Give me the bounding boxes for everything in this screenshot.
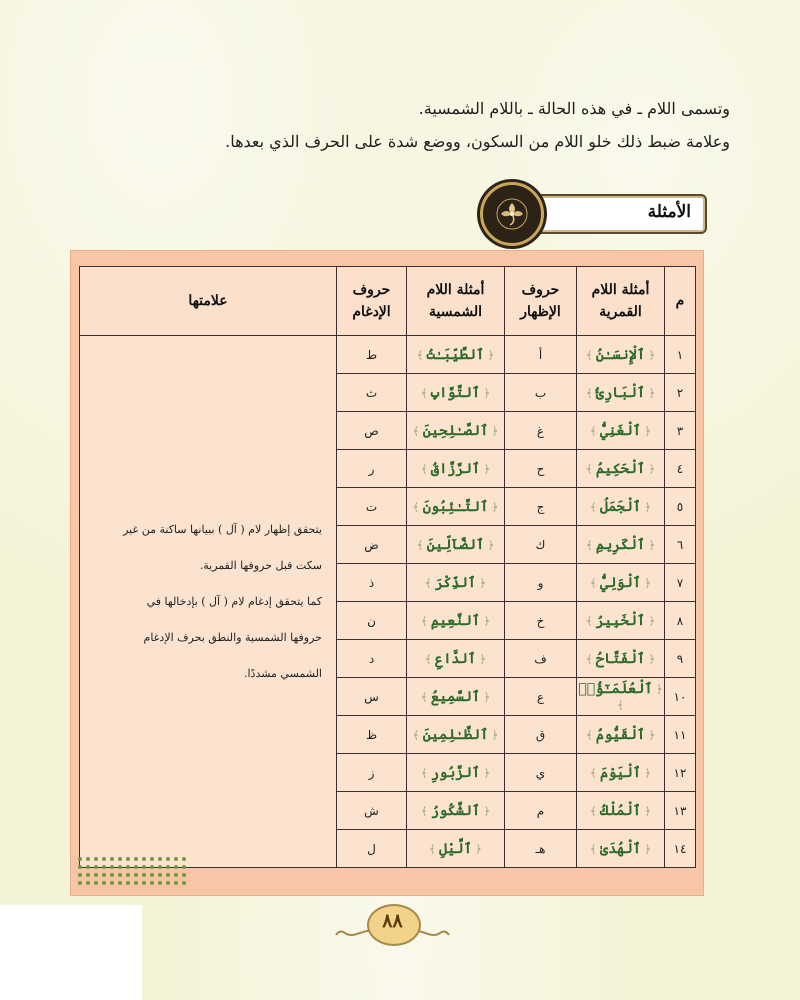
idgham-letter: ظ [337, 716, 407, 754]
qamari-word: ﴿ ٱلْقَيُّومُ ﴾ [577, 716, 665, 754]
header-num: م [665, 267, 696, 336]
intro-line-1: وتسمى اللام ـ في هذه الحالة ـ باللام الشمسية. [418, 99, 730, 118]
qamari-word: ﴿ ٱلْخَبِيرُ ﴾ [577, 602, 665, 640]
table-header-row [80, 267, 696, 336]
dots-ornament-icon [74, 853, 194, 891]
note-line: كما يتحقق إدغام لام ( آل ) بإدخالها في [146, 594, 322, 608]
idgham-letter: ذ [337, 564, 407, 602]
izhar-letter: خ [505, 602, 577, 640]
header-izhar-letters: حروف الإظهار [505, 267, 577, 336]
idgham-letter: ط [337, 336, 407, 374]
izhar-letter: أ [505, 336, 577, 374]
idgham-letter: س [337, 678, 407, 716]
izhar-letter: ق [505, 716, 577, 754]
qamari-word: ﴿ ٱلْوَلِيُّ ﴾ [577, 564, 665, 602]
idgham-letter: ر [337, 450, 407, 488]
idgham-letter: ن [337, 602, 407, 640]
shamsi-word: ﴿ ٱلصَّـٰلِحِينَ ﴾ [407, 412, 505, 450]
row-num: ٥ [665, 488, 696, 526]
row-num: ٦ [665, 526, 696, 564]
idgham-letter: ش [337, 792, 407, 830]
shamsi-word: ﴿ ٱلرَّزَّاقُ ﴾ [407, 450, 505, 488]
blank-corner [0, 905, 142, 1000]
shamsi-word: ﴿ ٱلتَّوَّابِ ﴾ [407, 374, 505, 412]
shamsi-word: ﴿ ٱلدَّاعِ ﴾ [407, 640, 505, 678]
shamsi-word: ﴿ ٱلضَّآلِّينَ ﴾ [407, 526, 505, 564]
section-title: الأمثلة [647, 202, 691, 222]
shamsi-word: ﴿ ٱلزَّبُورِ ﴾ [407, 754, 505, 792]
qamari-word: ﴿ ٱلْبَارِئُ ﴾ [577, 374, 665, 412]
shamsi-word: ﴿ ٱلسَّمِيعُ ﴾ [407, 678, 505, 716]
note-line: حروفها الشمسية والنطق بحرف الإدغام [143, 630, 322, 644]
page-number-ornament-icon [335, 898, 450, 958]
izhar-letter: و [505, 564, 577, 602]
qamari-word: ﴿ ٱلْجَمَلُ ﴾ [577, 488, 665, 526]
qamari-word: ﴿ ٱلْفَتَّاحُ ﴾ [577, 640, 665, 678]
qamari-word: ﴿ ٱلْعُلَمَـٰٓؤُا۟ ﴾ [577, 678, 665, 716]
row-num: ١ [665, 336, 696, 374]
header-idgham-letters: حروف الإدغام [337, 267, 407, 336]
examples-panel [70, 250, 704, 896]
shamsi-word: ﴿ ٱلتَّـٰئِبُونَ ﴾ [407, 488, 505, 526]
izhar-letter: ي [505, 754, 577, 792]
izhar-letter: ف [505, 640, 577, 678]
header-shamsi-examples: أمثلة اللام الشمسية [407, 267, 505, 336]
qamari-word: ﴿ ٱلْإِنسَـٰنُ ﴾ [577, 336, 665, 374]
note-line: الشمسي مشددًا. [244, 666, 322, 680]
shamsi-word: ﴿ ٱلذِّكْرَ ﴾ [407, 564, 505, 602]
izhar-letter: غ [505, 412, 577, 450]
row-num: ٣ [665, 412, 696, 450]
row-num: ١١ [665, 716, 696, 754]
izhar-letter: ب [505, 374, 577, 412]
izhar-letter: ع [505, 678, 577, 716]
header-notes: علامتها [80, 267, 337, 336]
shamsi-word: ﴿ ٱلشَّكُورُ ﴾ [407, 792, 505, 830]
idgham-letter: ت [337, 488, 407, 526]
examples-table [79, 266, 696, 868]
idgham-letter: ل [337, 830, 407, 868]
page-number: ٨٨ [382, 910, 403, 932]
row-num: ١٤ [665, 830, 696, 868]
row-num: ٨ [665, 602, 696, 640]
section-heading [480, 182, 705, 240]
qamari-word: ﴿ ٱلْغَنِيُّ ﴾ [577, 412, 665, 450]
shamsi-word: ﴿ ٱلظَّـٰلِمِينَ ﴾ [407, 716, 505, 754]
idgham-letter: ث [337, 374, 407, 412]
row-num: ٤ [665, 450, 696, 488]
note-line: سكت قبل حروفها القمرية. [199, 558, 322, 572]
notes-cell [80, 336, 337, 868]
note-line: يتحقق إظهار لام ( آل ) ببيانها ساكنة من غير [123, 522, 322, 536]
izhar-letter: م [505, 792, 577, 830]
row-num: ١٢ [665, 754, 696, 792]
row-num: ١٠ [665, 678, 696, 716]
idgham-letter: ص [337, 412, 407, 450]
row-num: ٩ [665, 640, 696, 678]
izhar-letter: هـ [505, 830, 577, 868]
shamsi-word: ﴿ ٱلنَّعِيمِ ﴾ [407, 602, 505, 640]
shamsi-word: ﴿ ٱلطَّيِّبَـٰتُ ﴾ [407, 336, 505, 374]
izhar-letter: ح [505, 450, 577, 488]
qamari-word: ﴿ ٱلْمُلْكُ ﴾ [577, 792, 665, 830]
qamari-word: ﴿ ٱلْيَوْمَ ﴾ [577, 754, 665, 792]
row-num: ١٣ [665, 792, 696, 830]
idgham-letter: ز [337, 754, 407, 792]
izhar-letter: ك [505, 526, 577, 564]
qamari-word: ﴿ ٱلْحَكِيمُ ﴾ [577, 450, 665, 488]
header-qamari-examples: أمثلة اللام القمرية [577, 267, 665, 336]
izhar-letter: ج [505, 488, 577, 526]
qamari-word: ﴿ ٱلْكَرِيمِ ﴾ [577, 526, 665, 564]
shamsi-word: ﴿ ٱلَّيْلِ ﴾ [407, 830, 505, 868]
table-row [80, 336, 696, 374]
idgham-letter: د [337, 640, 407, 678]
notes-text [94, 512, 322, 692]
flower-emblem-icon [480, 182, 544, 246]
idgham-letter: ض [337, 526, 407, 564]
qamari-word: ﴿ ٱلْهُدَىٰ ﴾ [577, 830, 665, 868]
intro-text [70, 92, 730, 158]
row-num: ٧ [665, 564, 696, 602]
intro-line-2: وعلامة ضبط ذلك خلو اللام من السكون، ووضع شدة على الحرف الذي بعدها. [225, 132, 730, 151]
row-num: ٢ [665, 374, 696, 412]
